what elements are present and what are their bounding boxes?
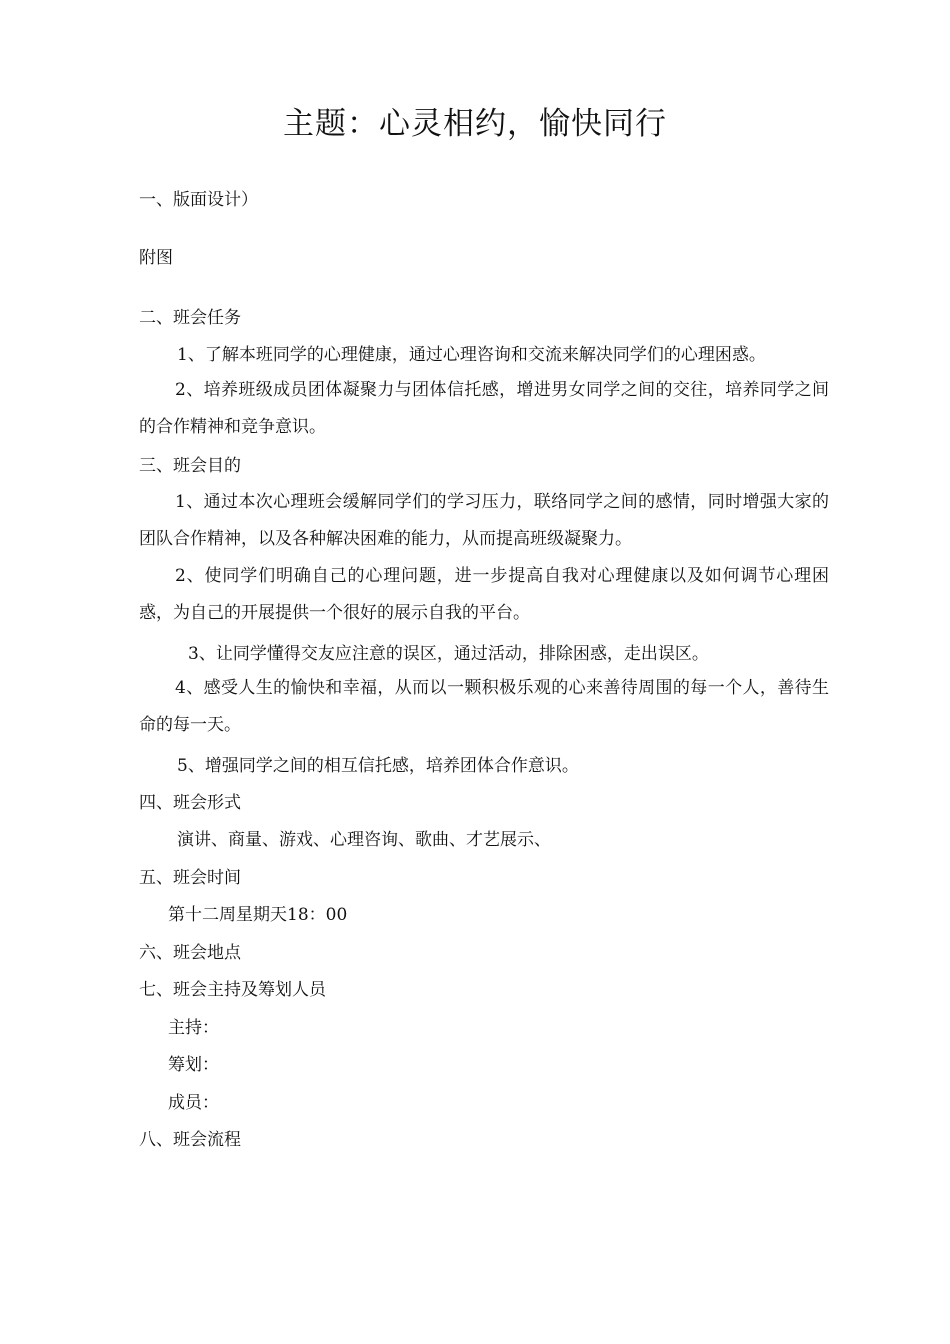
goal-item-2: 2、使同学们明确自己的心理问题，进一步提高自我对心理健康以及如何调节心理困惑，为自己的开展提供一个很好的展示自我的平台。 <box>139 566 829 623</box>
document-title: 主题：心灵相约，愉快同行 <box>283 106 667 142</box>
staff-host-label: 主持： <box>168 1018 219 1038</box>
section-layout-heading: 一、版面设计） <box>139 190 258 210</box>
goal-item-1: 1、通过本次心理班会缓解同学们的学习压力，联络同学之间的感情，同时增强大家的团队合作精神，以及各种解决困难的能力，从而提高班级凝聚力。 <box>139 492 829 549</box>
goal-item-5: 5、增强同学之间的相互信托感，培养团体合作意识。 <box>177 756 579 776</box>
section-staff-heading: 七、班会主持及筹划人员 <box>139 980 326 1000</box>
goal-item-4: 4、感受人生的愉快和幸福，从而以一颗积极乐观的心来善待周围的每一个人，善待生命的每一天。 <box>139 678 829 735</box>
section-time-heading: 五、班会时间 <box>139 868 241 888</box>
task-item-1: 1、了解本班同学的心理健康，通过心理咨询和交流来解决同学们的心理困惑。 <box>177 345 766 365</box>
staff-members-label: 成员： <box>168 1093 219 1113</box>
format-content: 演讲、商量、游戏、心理咨询、歌曲、才艺展示、 <box>177 830 551 850</box>
staff-planner-label: 筹划： <box>168 1055 219 1075</box>
section-process-heading: 八、班会流程 <box>139 1130 241 1150</box>
section-goals-heading: 三、班会目的 <box>139 456 241 476</box>
task-item-2: 2、培养班级成员团体凝聚力与团体信托感，增进男女同学之间的交往，培养同学之间的合作精神和竞争意识。 <box>139 380 829 437</box>
section-location-heading: 六、班会地点 <box>139 943 241 963</box>
section-tasks-heading: 二、班会任务 <box>139 308 241 328</box>
section-format-heading: 四、班会形式 <box>139 793 241 813</box>
time-content: 第十二周星期天18：00 <box>168 905 348 925</box>
goal-item-3: 3、让同学懂得交友应注意的误区，通过活动，排除困惑，走出误区。 <box>188 644 709 664</box>
attachment-label: 附图 <box>139 248 173 268</box>
